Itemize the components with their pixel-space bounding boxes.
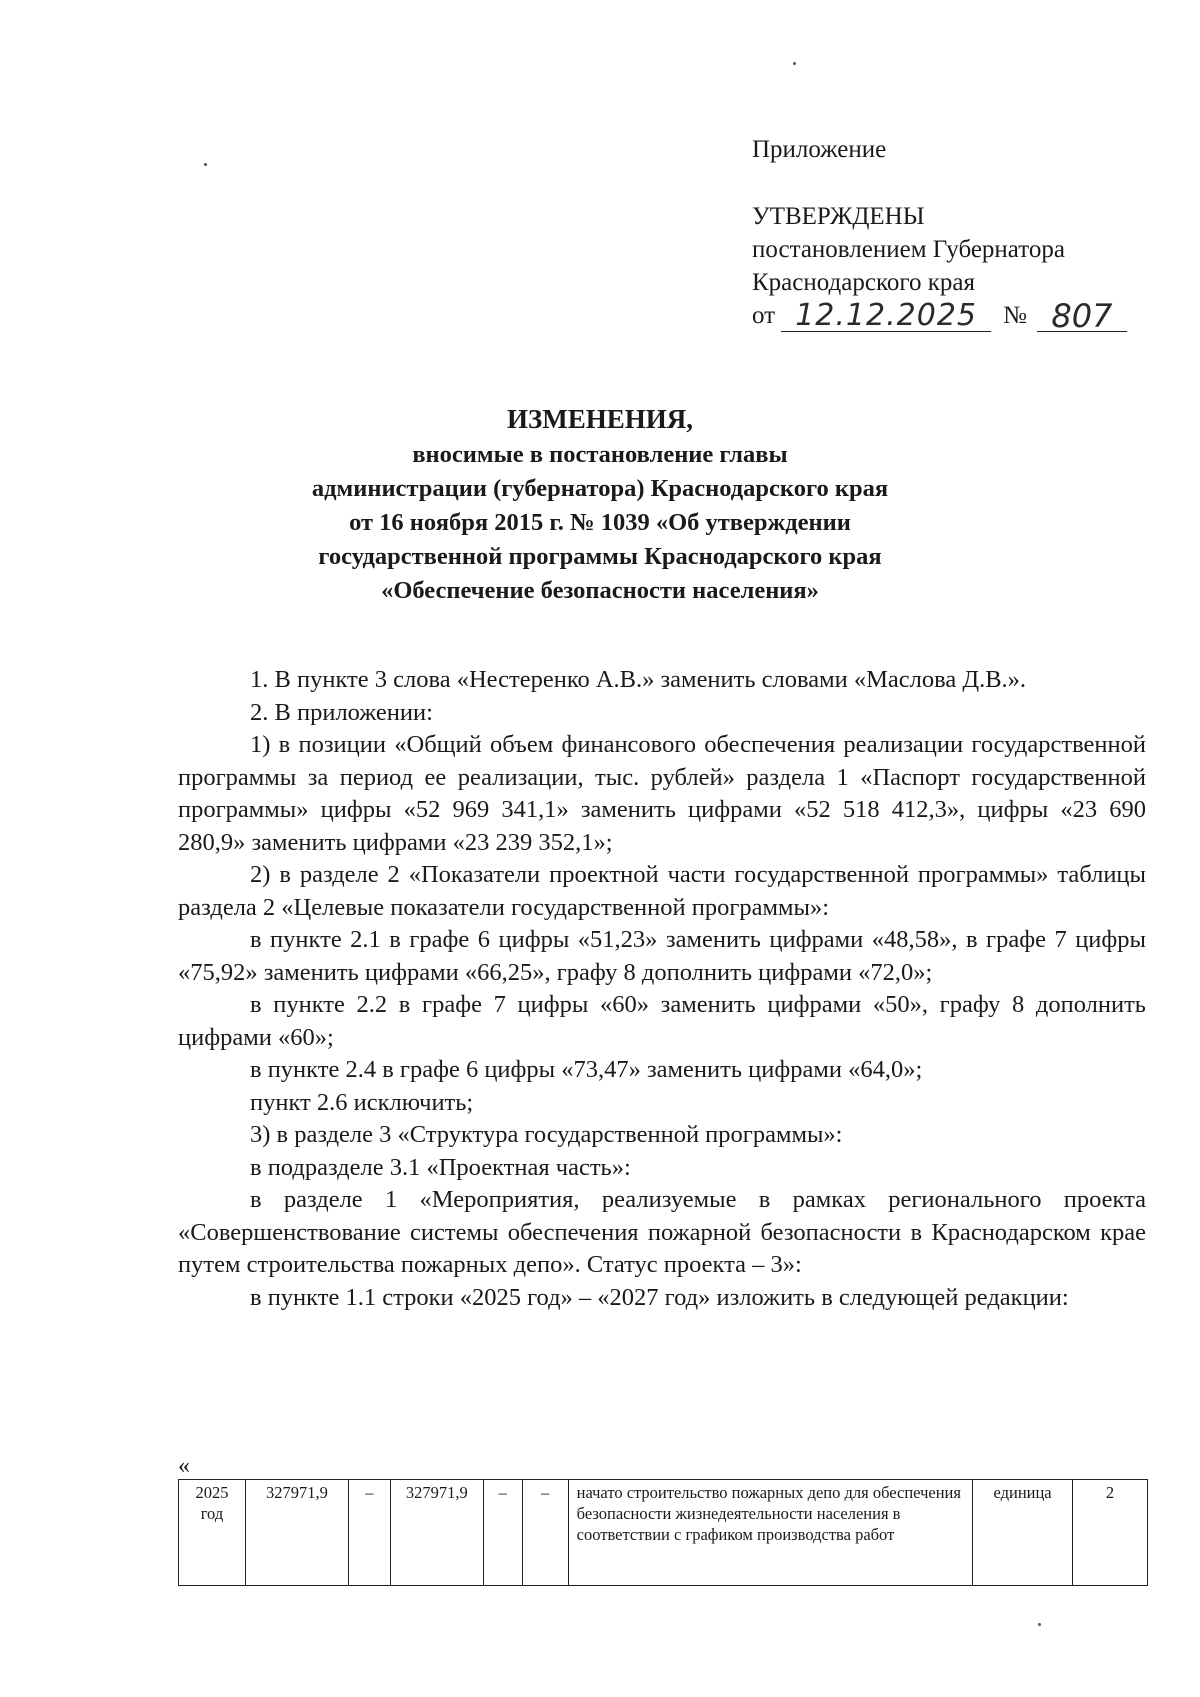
approval-block bbox=[752, 133, 1132, 335]
table-row bbox=[179, 1480, 1148, 1586]
cell-result: начато строительство пожарных депо для обеспечения безопасности жизнедеятельности населения в соответствии с графиком производства работ bbox=[568, 1480, 972, 1586]
appendix-label: Приложение bbox=[752, 136, 887, 163]
paragraph: 2) в разделе 2 «Показатели проектной части государственной программы» таблицы раздела 2 «Целевые показатели государственной программы»: bbox=[178, 861, 1146, 921]
title-line: администрации (губернатора) Краснодарского края bbox=[311, 475, 889, 502]
title-line: государственной программы Краснодарского края bbox=[318, 543, 882, 570]
cell-col3: – bbox=[348, 1480, 390, 1586]
paragraph: в разделе 1 «Мероприятия, реализуемые в рамках регионального проекта «Совершенствование системы обеспечения пожарной безопасности в Краснодарском крае путем строительства пожарных депо». Статус проекта – 3»: bbox=[178, 1186, 1146, 1278]
opening-quote: « bbox=[178, 1453, 190, 1479]
cell-col5: – bbox=[483, 1480, 522, 1586]
handwritten-number: 807 bbox=[1037, 301, 1127, 332]
paragraph: 1. В пункте 3 слова «Нестеренко А.В.» заменить словами «Маслова Д.В.». bbox=[250, 666, 1027, 693]
scan-speck bbox=[204, 163, 207, 166]
handwritten-date: 12.12.2025 bbox=[781, 301, 991, 332]
date-number-line bbox=[752, 297, 1132, 335]
title-line: от 16 ноября 2015 г. № 1039 «Об утверждении bbox=[349, 509, 851, 536]
title-heading: ИЗМЕНЕНИЯ, bbox=[506, 404, 693, 434]
paragraph: 1) в позиции «Общий объем финансового обеспечения реализации государственной программы за период ее реализации, тыс. рублей» раздела 1 «Паспорт государственной программы» цифры «52 969 341,1» заменить цифрами «52 518 412,3», цифры «23 690 280,9» заменить цифрами «23 239 352,1»; bbox=[178, 731, 1146, 856]
document-title bbox=[180, 400, 1020, 608]
cell-total: 327971,9 bbox=[245, 1480, 348, 1586]
cell-unit: единица bbox=[973, 1480, 1073, 1586]
approval-line-2: Краснодарского края bbox=[752, 269, 975, 296]
paragraph: в пункте 2.2 в графе 7 цифры «60» заменить цифрами «50», графу 8 дополнить цифрами «60»; bbox=[178, 991, 1146, 1051]
number-sign: № bbox=[1003, 302, 1027, 329]
paragraph: 2. В приложении: bbox=[250, 698, 433, 726]
title-line: вносимые в постановление главы bbox=[412, 441, 788, 468]
paragraph: в пункте 1.1 строки «2025 год» – «2027 год» изложить в следующей редакции: bbox=[250, 1283, 1069, 1311]
paragraph: в подразделе 3.1 «Проектная часть»: bbox=[250, 1153, 631, 1181]
approved-label: УТВЕРЖДЕНЫ bbox=[752, 203, 925, 230]
title-line: «Обеспечение безопасности населения» bbox=[381, 577, 819, 604]
paragraph: в пункте 2.1 в графе 6 цифры «51,23» заменить цифрами «48,58», в графе 7 цифры «75,92» заменить цифрами «66,25», графу 8 дополнить цифрами «72,0»; bbox=[178, 926, 1146, 986]
cell-col6: – bbox=[522, 1480, 568, 1586]
program-table bbox=[178, 1479, 1148, 1586]
cell-year: 2025 год bbox=[179, 1480, 246, 1586]
scan-speck bbox=[1038, 1623, 1041, 1626]
paragraph: 3) в разделе 3 «Структура государственной программы»: bbox=[250, 1121, 843, 1148]
paragraph: пункт 2.6 исключить; bbox=[250, 1088, 474, 1116]
scan-speck bbox=[793, 62, 796, 65]
cell-value: 2 bbox=[1073, 1480, 1148, 1586]
approval-line-1: постановлением Губернатора bbox=[752, 236, 1065, 263]
document-body bbox=[178, 664, 1146, 1314]
cell-col4: 327971,9 bbox=[390, 1480, 483, 1586]
paragraph: в пункте 2.4 в графе 6 цифры «73,47» заменить цифрами «64,0»; bbox=[250, 1056, 923, 1083]
date-prefix: от bbox=[752, 302, 776, 329]
